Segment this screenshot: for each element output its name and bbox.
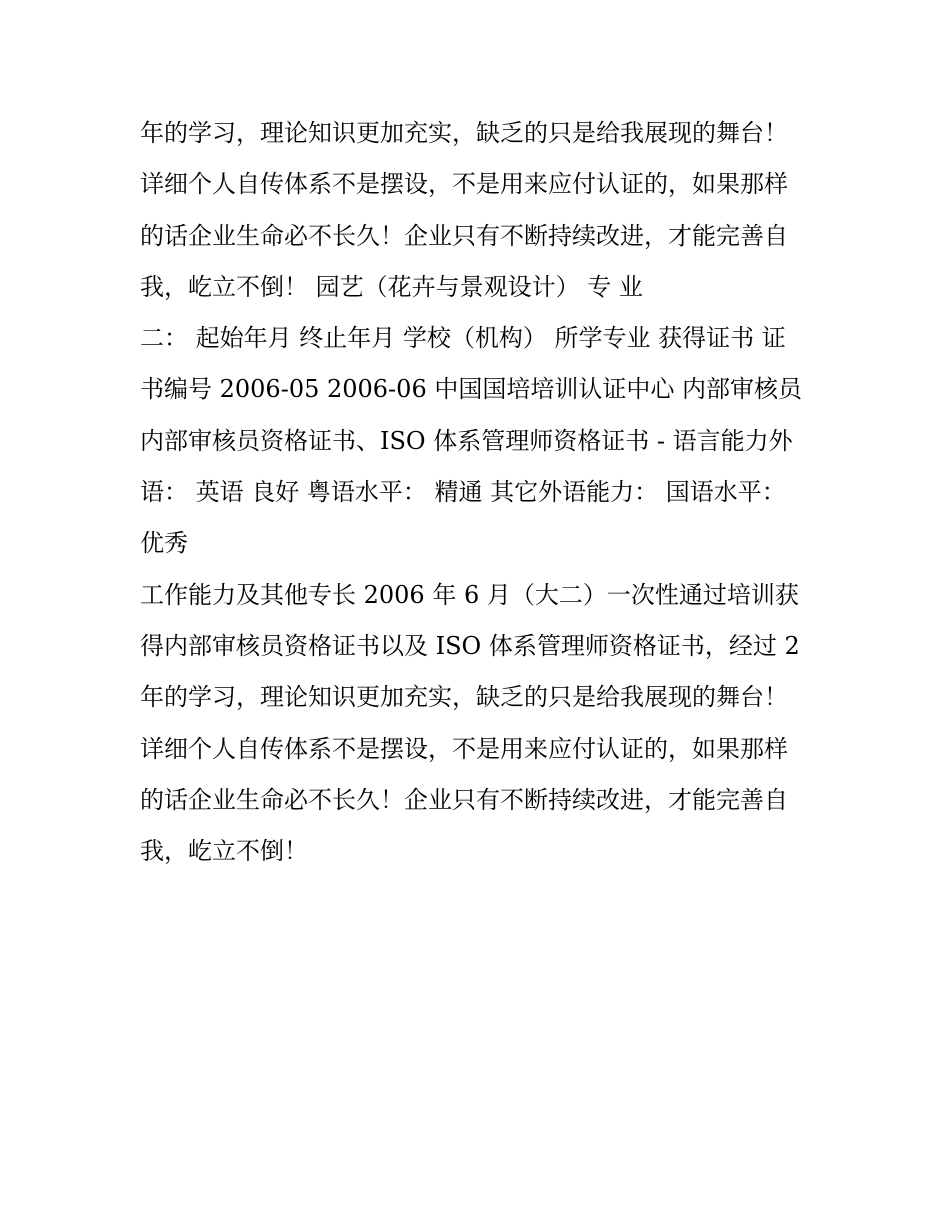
- text-line: 优秀: [140, 529, 188, 558]
- text-line: 语： 英语 良好 粤语水平： 精通 其它外语能力： 国语水平：: [140, 478, 786, 507]
- text-line: 年的学习，理论知识更加充实，缺乏的只是给我展现的舞台！: [140, 119, 788, 147]
- text-line: 工作能力及其他专长 2006 年 6 月（大二）一次性通过培训获: [140, 580, 799, 609]
- text-line: 年的学习，理论知识更加充实，缺乏的只是给我展现的舞台！: [140, 683, 788, 712]
- body-text: [140, 108, 830, 877]
- text-line: 得内部审核员资格证书以及 ISO 体系管理师资格证书，经过 2: [140, 631, 800, 660]
- text-line: 书编号 2006-05 2006-06 中国国培培训认证中心 内部审核员: [140, 375, 802, 404]
- text-line: 我，屹立不倒！ 园艺（花卉与景观设计） 专 业: [140, 272, 643, 301]
- text-line: 的话企业生命必不长久！企业只有不断持续改进，才能完善自: [140, 221, 788, 250]
- text-line: 的话企业生命必不长久！企业只有不断持续改进，才能完善自: [140, 785, 788, 814]
- text-line: 详细个人自传体系不是摆设，不是用来应付认证的，如果那样: [140, 170, 788, 199]
- text-line: 内部审核员资格证书、ISO 体系管理师资格证书 - 语言能力外: [140, 426, 793, 455]
- text-line: 我，屹立不倒！: [140, 837, 308, 866]
- text-line: 二： 起始年月 终止年月 学校（机构） 所学专业 获得证书 证: [140, 324, 786, 353]
- text-line: 详细个人自传体系不是摆设，不是用来应付认证的，如果那样: [140, 734, 788, 763]
